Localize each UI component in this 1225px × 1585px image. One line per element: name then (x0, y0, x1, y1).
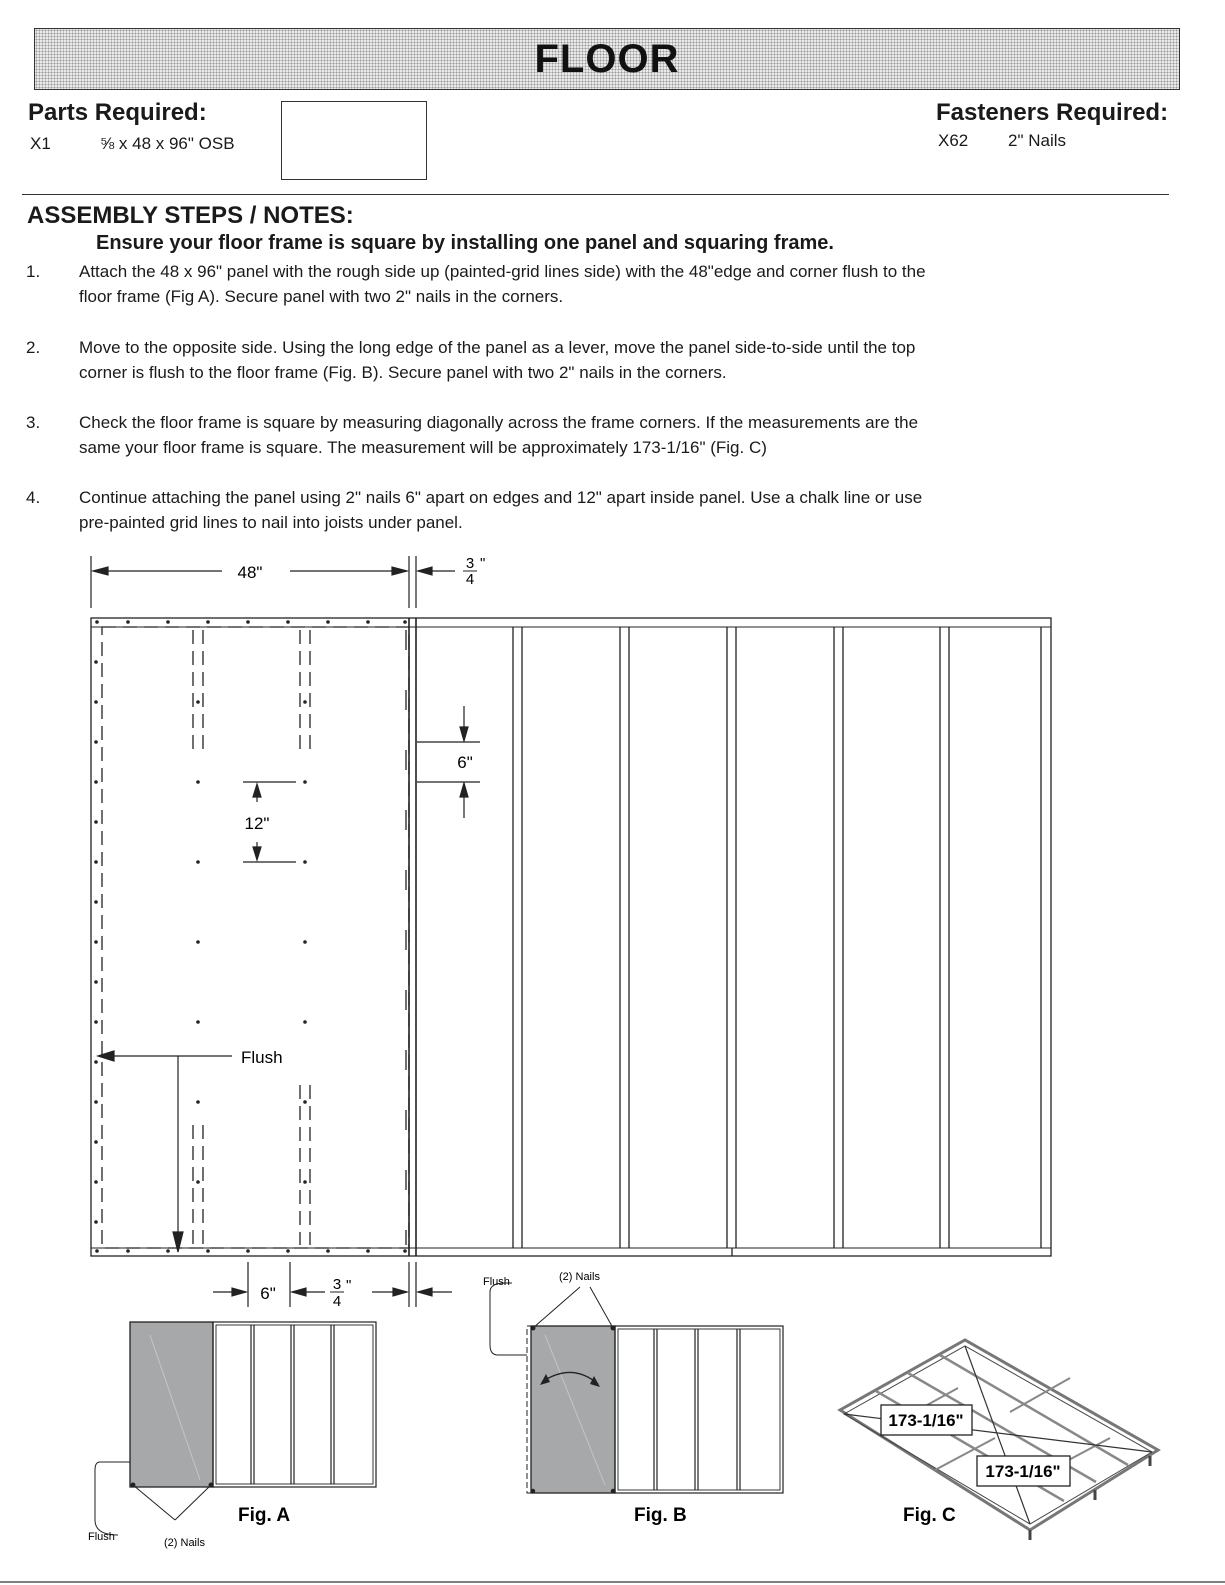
step-3-line-1: Check the floor frame is square by measuring diagonally across the frame corners. If the measurements are the (79, 413, 919, 432)
step-number: 2. (26, 338, 41, 357)
figure-a-drawing (95, 1322, 376, 1535)
flush-callout (98, 1051, 232, 1252)
parts-qty: X1 (30, 134, 51, 153)
fasteners-qty: X62 (938, 131, 969, 150)
dimension-48-label: 48" (237, 563, 263, 582)
flush-label: Flush (241, 1048, 283, 1067)
step-2-line-2: corner is flush to the floor frame (Fig. B). Secure panel with two 2" nails in the corners. (79, 363, 727, 382)
fig-a-flush-label: Flush (88, 1531, 115, 1543)
main-frame-drawing (91, 618, 1051, 1256)
fig-b-nails-label: (2) Nails (559, 1271, 600, 1283)
dimension-bottom-gap-denominator: 4 (332, 1293, 342, 1310)
step-3-line-2: same your floor frame is square. The measurement will be approximately 173-1/16" (Fig. C) (79, 438, 767, 457)
step-1-line-2: floor frame (Fig A). Secure panel with two 2" nails in the corners. (79, 287, 564, 306)
osb-panel-outline (102, 627, 409, 1248)
step-number: 3. (26, 413, 41, 432)
fig-c-caption: Fig. C (903, 1505, 956, 1526)
fig-a-nails-label: (2) Nails (164, 1537, 205, 1549)
floor-frame-outline (91, 618, 1051, 1256)
dimension-gap-unit: " (480, 555, 486, 572)
fig-a-caption: Fig. A (238, 1505, 291, 1526)
step-1-line-1: Attach the 48 x 96" panel with the rough side up (painted-grid lines side) with the 48"edge and corner flush to the (79, 262, 926, 281)
fig-b-panel (531, 1326, 615, 1493)
dimension-bottom-6-label: 6" (260, 1284, 276, 1303)
step-number: 1. (26, 262, 41, 281)
step-2-line-1: Move to the opposite side. Using the long edge of the panel as a lever, move the panel side-to-side until the top (79, 338, 916, 357)
fig-a-panel (130, 1322, 213, 1487)
parts-heading: Parts Required: (28, 99, 207, 126)
dimension-gap-numerator: 3 (465, 555, 475, 572)
assembly-heading: ASSEMBLY STEPS / NOTES: (27, 202, 354, 229)
page-title: FLOOR (534, 37, 680, 81)
fig-c-diagonal-1: 173-1/16" (888, 1411, 964, 1430)
fasteners-heading: Fasteners Required: (936, 99, 1169, 126)
fasteners-description: 2" Nails (1008, 131, 1066, 150)
fig-c-diagonal-2: 173-1/16" (985, 1462, 1061, 1481)
parts-description: ⅝ x 48 x 96" OSB (100, 134, 235, 153)
dimension-12-label: 12" (244, 814, 270, 833)
fig-b-caption: Fig. B (634, 1505, 687, 1526)
step-4-line-2: pre-painted grid lines to nail into joists under panel. (79, 513, 463, 532)
dimension-gap-denominator: 4 (465, 571, 475, 588)
fig-b-flush-label: Flush (483, 1276, 510, 1288)
figure-b-drawing (490, 1283, 783, 1493)
nail-markers (94, 620, 407, 1253)
dimension-bottom-gap-unit: " (346, 1277, 352, 1294)
assembly-emphasis: Ensure your floor frame is square by installing one panel and squaring frame. (96, 232, 834, 254)
dimension-48 (91, 556, 455, 608)
figure-c-drawing (840, 1340, 1158, 1540)
step-4-line-1: Continue attaching the panel using 2" nails 6" apart on edges and 12" apart inside panel. Use a chalk line or use (79, 488, 923, 507)
dimension-6-edge-label: 6" (457, 753, 473, 772)
dimension-bottom-gap-numerator: 3 (332, 1276, 342, 1293)
step-number: 4. (26, 488, 41, 507)
